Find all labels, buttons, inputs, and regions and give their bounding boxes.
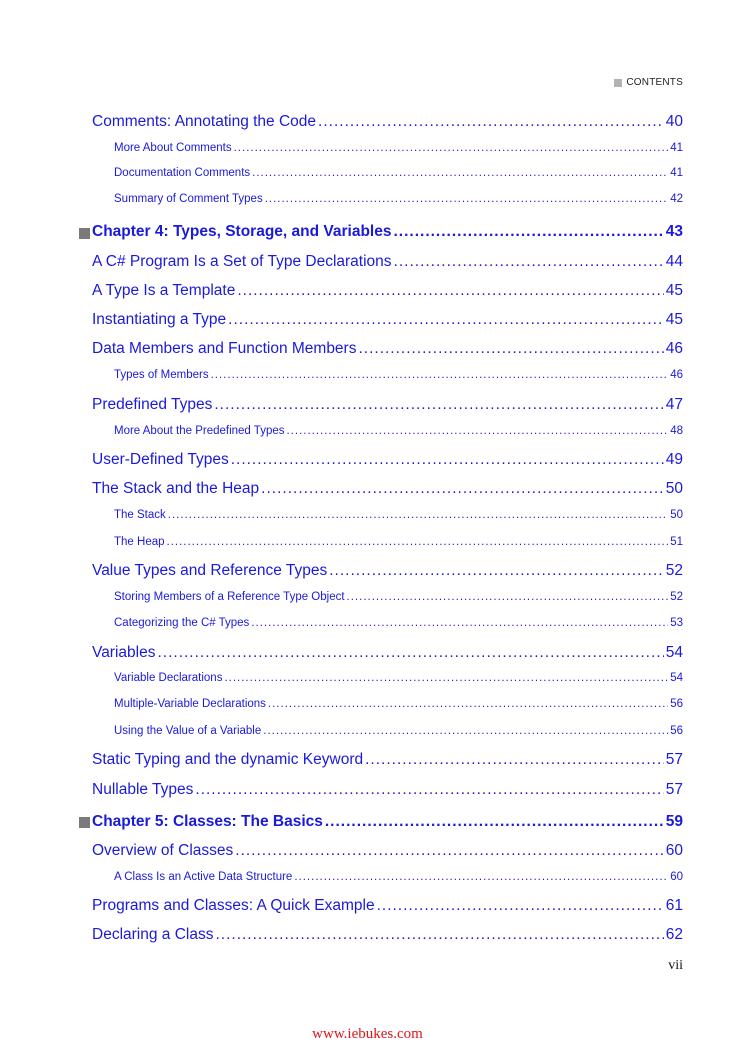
toc-entry-title: Comments: Annotating the Code: [92, 113, 317, 130]
leader-dots: [215, 926, 663, 944]
toc-entry[interactable]: [92, 311, 683, 329]
leader-dots: [268, 698, 668, 710]
toc-entry[interactable]: [114, 871, 683, 883]
toc-entry[interactable]: [92, 562, 683, 580]
toc-entry-title: Multiple-Variable Declarations: [114, 698, 266, 710]
toc-entry-page: 50: [665, 480, 683, 497]
leader-dots: [237, 282, 663, 300]
toc-entry-title: Predefined Types: [92, 396, 213, 413]
toc-chapter[interactable]: [92, 223, 683, 241]
toc-entry-title: A Class Is an Active Data Structure: [114, 871, 293, 883]
toc-entry-title: The Stack: [114, 509, 166, 521]
leader-dots: [393, 223, 663, 241]
toc-entry-page: 40: [665, 113, 683, 130]
toc-entry-title: The Heap: [114, 536, 165, 548]
toc-entry[interactable]: [92, 113, 683, 131]
toc-entry-page: 57: [665, 751, 683, 768]
leader-dots: [157, 644, 663, 662]
toc-entry[interactable]: [114, 591, 683, 603]
toc-entry[interactable]: [114, 369, 683, 381]
toc-entry[interactable]: [114, 725, 683, 737]
toc-entry[interactable]: [92, 781, 683, 799]
toc-entry[interactable]: [92, 751, 683, 769]
toc-entry-page: 45: [665, 311, 683, 328]
toc-entry[interactable]: [92, 396, 683, 414]
toc-entry-page: 60: [665, 842, 683, 859]
toc-entry[interactable]: [92, 897, 683, 915]
toc-entry-title: Chapter 5: Classes: The Basics: [92, 813, 323, 830]
toc-entry-page: 46: [670, 369, 683, 381]
chapter-square-icon: [79, 228, 90, 239]
leader-dots: [234, 142, 669, 154]
toc-entry-title: Overview of Classes: [92, 842, 234, 859]
leader-dots: [318, 113, 664, 131]
toc-entry-page: 41: [670, 142, 683, 154]
toc-entry-page: 57: [665, 781, 683, 798]
toc-entry-title: Using the Value of a Variable: [114, 725, 262, 737]
leader-dots: [214, 396, 663, 414]
toc-entry-page: 45: [665, 282, 683, 299]
header-label: CONTENTS: [626, 77, 683, 88]
footer-watermark: www.iebukes.com: [312, 1026, 423, 1042]
leader-dots: [261, 480, 664, 498]
toc-entry-title: Variable Declarations: [114, 672, 223, 684]
leader-dots: [211, 369, 669, 381]
toc-entry-title: Value Types and Reference Types: [92, 562, 328, 579]
toc-entry-page: 62: [665, 926, 683, 943]
toc-entry-title: The Stack and the Heap: [92, 480, 260, 497]
toc-entry[interactable]: [114, 425, 683, 437]
toc-entry-page: 48: [670, 425, 683, 437]
toc-entry-page: 43: [665, 223, 683, 240]
leader-dots: [195, 781, 663, 799]
toc-entry-page: 60: [670, 871, 683, 883]
toc-entry-title: User-Defined Types: [92, 451, 229, 468]
toc-entry-title: Summary of Comment Types: [114, 193, 263, 205]
toc-entry-title: Documentation Comments: [114, 167, 251, 179]
toc-entry[interactable]: [114, 509, 683, 521]
toc-entry-page: 52: [670, 591, 683, 603]
toc-entry-page: 41: [670, 167, 683, 179]
toc-entry[interactable]: [114, 193, 683, 205]
toc-entry[interactable]: [92, 480, 683, 498]
running-header: [614, 77, 683, 88]
toc-entry-title: Types of Members: [114, 369, 209, 381]
toc-entry-page: 46: [665, 340, 683, 357]
leader-dots: [286, 425, 668, 437]
toc-entry-page: 42: [670, 193, 683, 205]
toc-entry-page: 54: [670, 672, 683, 684]
toc-entry-title: Static Typing and the dynamic Keyword: [92, 751, 364, 768]
toc-entry-page: 47: [665, 396, 683, 413]
toc-entry-title: Nullable Types: [92, 781, 194, 798]
toc-entry-title: More About Comments: [114, 142, 232, 154]
leader-dots: [228, 311, 664, 329]
toc-entry[interactable]: [114, 167, 683, 179]
page-number: vii: [668, 958, 683, 973]
toc-entry-title: Data Members and Function Members: [92, 340, 357, 357]
toc-entry[interactable]: [92, 340, 683, 358]
leader-dots: [377, 897, 664, 915]
leader-dots: [265, 193, 669, 205]
leader-dots: [394, 253, 664, 271]
toc-entry-title: More About the Predefined Types: [114, 425, 285, 437]
toc-chapter[interactable]: [92, 813, 683, 831]
leader-dots: [251, 617, 668, 629]
toc-entry-page: 56: [670, 698, 683, 710]
toc-entry[interactable]: [92, 842, 683, 860]
leader-dots: [358, 340, 663, 358]
toc-entry[interactable]: [92, 926, 683, 944]
toc-entry[interactable]: [92, 644, 683, 662]
leader-dots: [235, 842, 663, 860]
leader-dots: [263, 725, 668, 737]
leader-dots: [325, 813, 664, 831]
toc-entry[interactable]: [92, 451, 683, 469]
leader-dots: [167, 536, 669, 548]
toc-entry-page: 50: [670, 509, 683, 521]
toc-entry-title: Storing Members of a Reference Type Object: [114, 591, 345, 603]
chapter-square-icon: [79, 817, 90, 828]
toc-entry-page: 44: [665, 253, 683, 270]
toc-entry-page: 52: [665, 562, 683, 579]
leader-dots: [347, 591, 669, 603]
toc-entry-page: 49: [665, 451, 683, 468]
toc-entry-page: 56: [670, 725, 683, 737]
leader-dots: [294, 871, 668, 883]
header-square-icon: [614, 79, 622, 87]
toc-entry[interactable]: [114, 617, 683, 629]
toc-entry[interactable]: [92, 253, 683, 271]
toc-entry-title: A C# Program Is a Set of Type Declarations: [92, 253, 392, 270]
toc-entry[interactable]: [92, 282, 683, 300]
toc-entry-page: 61: [665, 897, 683, 914]
toc-entry[interactable]: [114, 698, 683, 710]
toc-entry[interactable]: [114, 536, 683, 548]
toc-entry-title: Declaring a Class: [92, 926, 214, 943]
leader-dots: [168, 509, 668, 521]
toc-entry-title: Instantiating a Type: [92, 311, 227, 328]
toc-entry-title: Variables: [92, 644, 156, 661]
toc-entry-title: Chapter 4: Types, Storage, and Variables: [92, 223, 392, 240]
toc-entry-title: Programs and Classes: A Quick Example: [92, 897, 375, 914]
toc-entry-page: 59: [665, 813, 683, 830]
leader-dots: [329, 562, 664, 580]
leader-dots: [365, 751, 664, 769]
toc-entry-page: 53: [670, 617, 683, 629]
leader-dots: [224, 672, 668, 684]
toc-entry-page: 51: [670, 536, 683, 548]
toc-entry[interactable]: [114, 672, 683, 684]
toc-entry-title: A Type Is a Template: [92, 282, 236, 299]
toc-entry-page: 54: [665, 644, 683, 661]
toc-entry[interactable]: [114, 142, 683, 154]
leader-dots: [231, 451, 664, 469]
toc-entry-title: Categorizing the C# Types: [114, 617, 250, 629]
leader-dots: [252, 167, 668, 179]
